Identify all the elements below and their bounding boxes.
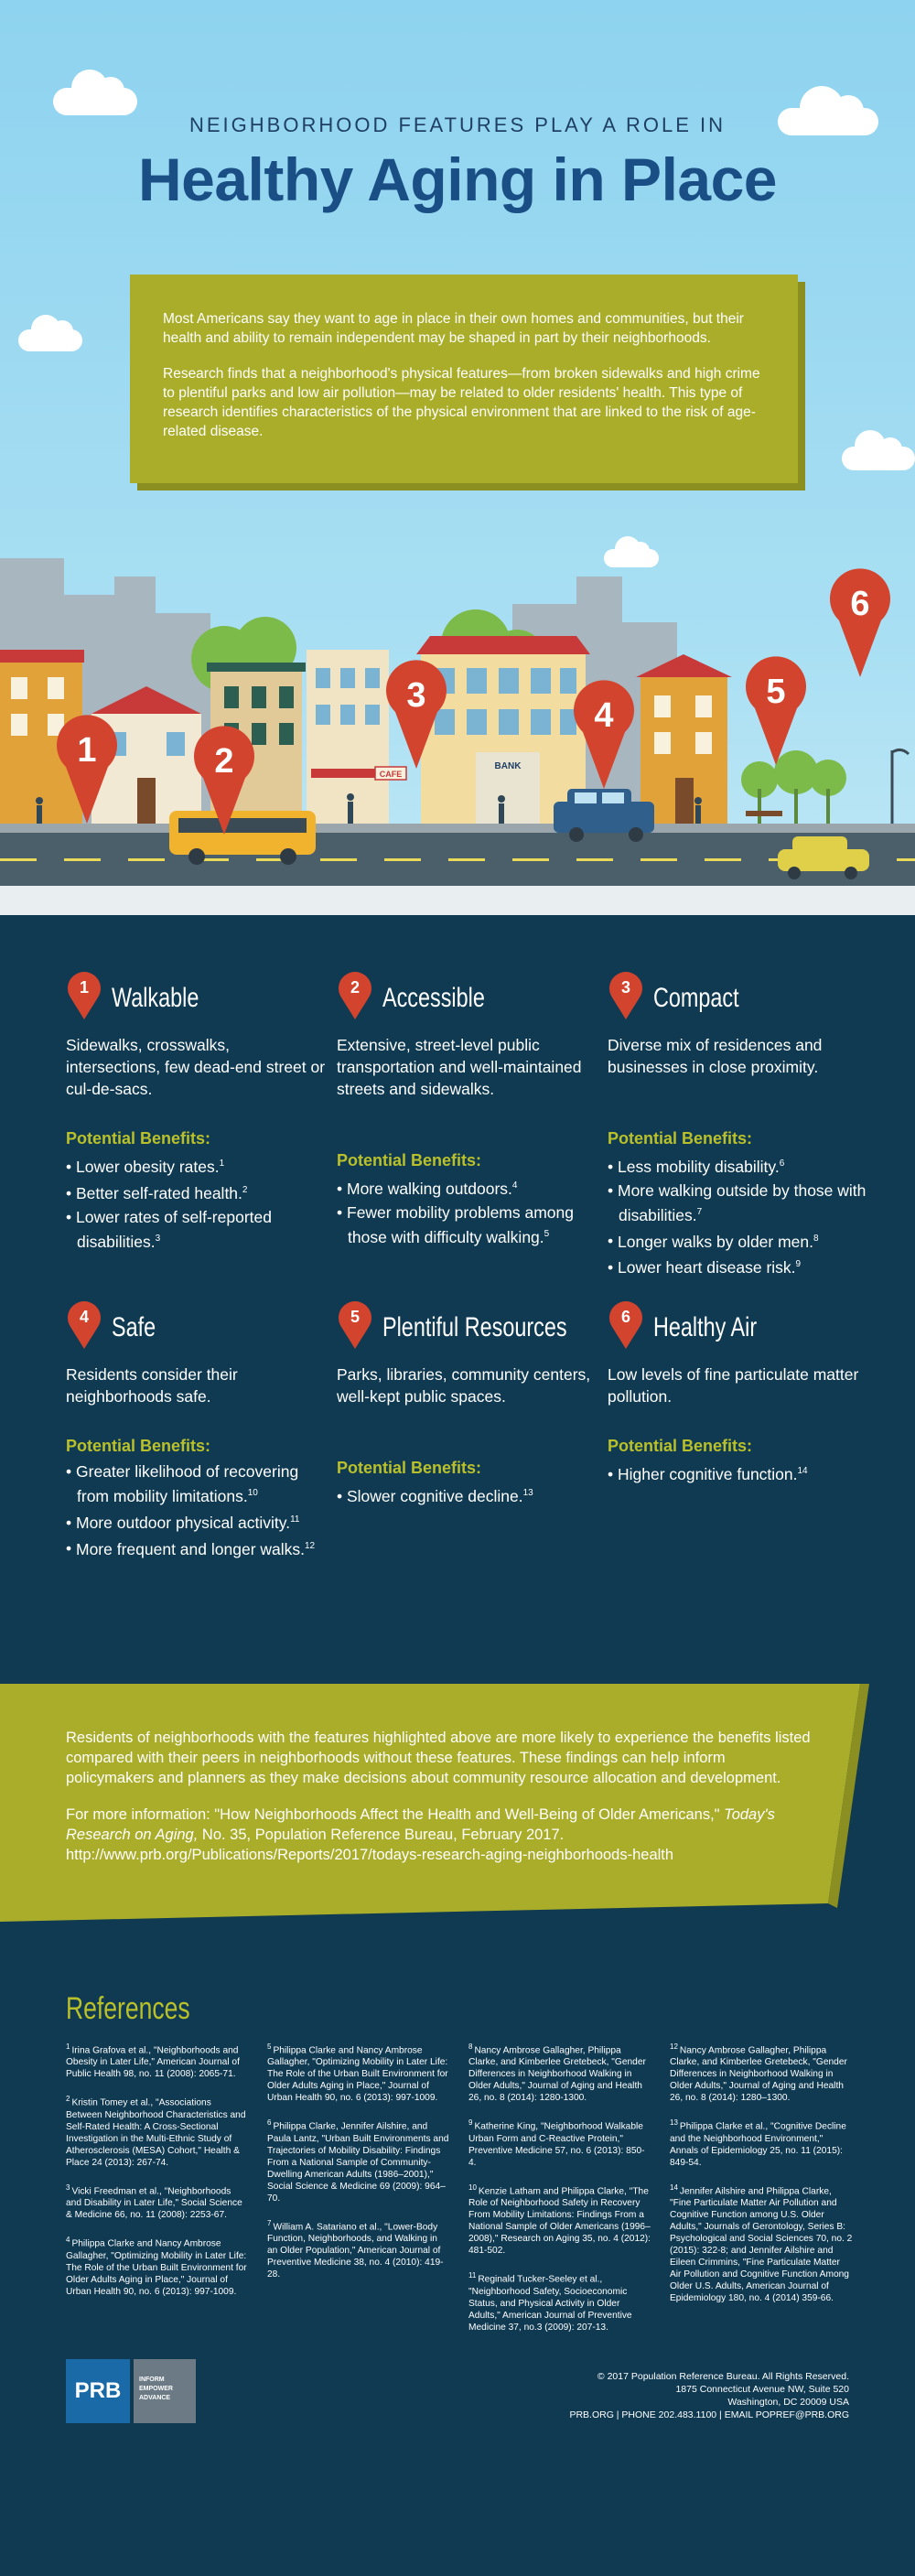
- bank-sign: BANK: [494, 761, 522, 771]
- map-pin-icon: 2: [337, 972, 373, 1019]
- reference-item: $^3$ Vicki Freedman et al., "Neighborhoods and Disability in Later Life," Social Science & Medicine 66, no. 11 (2008): 2253-67.: [66, 2183, 242, 2221]
- prb-logo[interactable]: [66, 2359, 194, 2423]
- page-subtitle: NEIGHBORHOOD FEATURES PLAY A ROLE IN: [188, 113, 726, 136]
- feature-description: Low levels of fine particulate matter pollution.: [608, 1365, 859, 1406]
- benefit-item: • More outdoor physical activity.$^{11}$: [66, 1509, 327, 1534]
- contact-line[interactable]: PRB.ORG | PHONE 202.483.1100 | EMAIL POPREF@PRB.ORG: [569, 2409, 849, 2420]
- feature-title: Safe: [112, 1312, 156, 1342]
- reference-item: $^6$ Philippa Clarke, Jennifer Ailshire, and Paula Lantz, "Urban Built Environments and Trajectories of Mobility Disability: Findings From a National Sample of Community-Dwelling American Adults (1986–2001)," Social Science & Medicine 69 (2009): 964–70.: [267, 2118, 449, 2204]
- feature-title: Healthy Air: [653, 1312, 758, 1342]
- benefits-label: Potential Benefits:: [608, 1437, 753, 1455]
- reference-item: $^8$ Nancy Ambrose Gallagher, Philippa Clarke, and Kimberlee Gretebeck, "Gender Differences in Neighborhood Walking in Older Adults," Journal of Aging and Health 26, no. 8 (2014): 1280-1300.: [468, 2042, 646, 2104]
- reference-item: $^{10}$ Kenzie Latham and Philippa Clarke, "The Role of Neighborhood Safety in Recovery From Mobility Limitations: Findings From a National Sample of Older Americans (1996–2008)," Research on Aging 35, no. 4 (2012): 481-502.: [468, 2183, 651, 2257]
- cafe-sign: CAFE: [379, 770, 403, 779]
- intro-box: [130, 275, 798, 483]
- reference-item: $^{13}$ Philippa Clarke et al., "Cognitive Decline and the Neighborhood Environment," Annals of Epidemiology 25, no. 11 (2015): 849-54.: [670, 2118, 846, 2168]
- benefits-list: [337, 1175, 597, 1250]
- map-pin-icon: 5: [337, 1301, 373, 1349]
- benefits-label: Potential Benefits:: [66, 1437, 211, 1455]
- benefit-item: • Lower rates of self-reported disabilities.$^3$: [66, 1206, 327, 1253]
- svg-text:2: 2: [214, 742, 234, 781]
- copyright-text: © 2017 Population Reference Bureau. All Rights Reserved.: [597, 2371, 849, 2382]
- map-pin-icon: 3: [608, 972, 644, 1019]
- benefit-item: • More walking outside by those with disabilities.$^7$: [608, 1180, 868, 1226]
- map-pin-icon: 4: [66, 1301, 102, 1349]
- benefit-item: • Higher cognitive function.$^{14}$: [608, 1460, 868, 1485]
- benefits-list: [66, 1460, 327, 1561]
- svg-text:1: 1: [77, 731, 97, 770]
- references-column-3: [468, 2041, 651, 2346]
- street-illustration: [0, 549, 915, 915]
- map-pin-5: [746, 656, 806, 765]
- benefits-label: Potential Benefits:: [337, 1151, 482, 1169]
- feature-description: Sidewalks, crosswalks, intersections, few dead-end street or cul-de-sacs.: [66, 1036, 326, 1098]
- benefits-list: [66, 1153, 327, 1254]
- map-pin-6: [830, 568, 890, 677]
- feature-title: Walkable: [112, 983, 199, 1013]
- benefit-item: • Lower heart disease risk.$^9$: [608, 1254, 868, 1278]
- reference-item: $^2$ Kristin Tomey et al., "Associations Between Neighborhood Characteristics and Self-Rated Health: A Cross-Sectional Investigation in the Multi-Ethnic Study of Atherosclerosis (MESA) Cohort," Health & Place 24 (2013): 267-74.: [66, 2095, 246, 2168]
- reference-item: $^1$ Irina Grafova et al., "Neighborhoods and Obesity in Later Life," American Journal of Public Health 98, no. 11 (2008): 2065-71.: [66, 2042, 240, 2080]
- references-column-1: [66, 2041, 249, 2311]
- benefit-item: • More frequent and longer walks.$^{12}$: [66, 1536, 327, 1560]
- reference-item: $^4$ Philippa Clarke and Nancy Ambrose Gallagher, "Optimizing Mobility in Later Life: The Role of the Urban Built Environment for Older Adults Aging in Place," Journal of Urban Health 90, no. 6 (2013): 997-1009.: [66, 2236, 247, 2297]
- feature-title: Accessible: [382, 983, 485, 1013]
- benefit-item: • More walking outdoors.$^4$: [337, 1175, 597, 1200]
- street-lamp: [892, 749, 909, 824]
- address-line-2: Washington, DC 20009 USA: [727, 2397, 849, 2408]
- cloud-icon: [842, 447, 915, 470]
- benefits-label: Potential Benefits:: [337, 1459, 482, 1477]
- feature-description: Diverse mix of residences and businesses in close proximity.: [608, 1036, 823, 1076]
- features-section: [0, 915, 915, 1684]
- feature-description: Parks, libraries, community centers, well-kept public spaces.: [337, 1365, 591, 1406]
- references-column-2: [267, 2041, 450, 2293]
- references-column-4: [670, 2041, 853, 2317]
- building-right: [636, 654, 732, 824]
- summary-band: [0, 1684, 915, 1922]
- map-pin-icon: 6: [608, 1301, 644, 1349]
- benefits-list: [337, 1482, 597, 1509]
- feature-description: Extensive, street-level public transportation and well-maintained streets and sidewalks.: [337, 1036, 582, 1098]
- svg-text:4: 4: [594, 696, 614, 735]
- reference-item: $^{12}$ Nancy Ambrose Gallagher, Philippa Clarke, and Kimberlee Gretebeck, "Gender Differences in Neighborhood Walking in Older Adults," Journal of Aging and Health 26, no. 8 (2014): 1280–1300.: [670, 2042, 847, 2104]
- benefit-item: • Longer walks by older men.$^8$: [608, 1228, 868, 1253]
- benefits-list: [608, 1460, 868, 1487]
- prb-tagline: INFORM EMPOWER ADVANCE: [134, 2359, 196, 2423]
- cloud-icon: [53, 88, 137, 115]
- bench: [746, 811, 782, 816]
- benefit-item: • Lower obesity rates.$^1$: [66, 1153, 327, 1178]
- intro-paragraph-1: Most Americans say they want to age in place in their own homes and communities, but their health and ability to remain independent may be shaped in part by their neighborhoods.: [163, 311, 744, 346]
- reference-item: $^7$ William A. Satariano et al., "Lower-Body Function, Neighborhoods, and Walking in an Older Population," American Journal of Preventive Medicine 38, no. 4 (2010): 419-28.: [267, 2218, 444, 2280]
- feature-title: Plentiful Resources: [382, 1312, 567, 1342]
- benefit-item: • Slower cognitive decline.$^{13}$: [337, 1482, 597, 1507]
- summary-paragraph: Residents of neighborhoods with the features highlighted above are more likely to experience the benefits listed compared with their peers in neighborhoods without these features. These findings can help inform policymakers and planners as they make decisions about community resource allocation and development.: [66, 1730, 811, 1786]
- feature-description: Residents consider their neighborhoods safe.: [66, 1365, 238, 1406]
- benefits-label: Potential Benefits:: [608, 1129, 753, 1148]
- reference-item: $^{11}$ Reginald Tucker-Seeley et al., "Neighborhood Safety, Socioeconomic Status, and Physical Activity in Older Adults," American Journal of Preventive Medicine 37, no.3 (2009): 207-13.: [468, 2271, 632, 2333]
- svg-text:3: 3: [406, 676, 426, 715]
- building-bank: [416, 636, 590, 824]
- intro-paragraph-2: Research finds that a neighborhood's physical features—from broken sidewalks and high crime to plentiful parks and low air pollution—may be related to older residents' health. This type of research identifies characteristics of the physical environment that are linked to the risk of age-related disease.: [163, 366, 760, 439]
- footer-info: [569, 2370, 849, 2421]
- svg-text:5: 5: [766, 673, 786, 711]
- svg-text:6: 6: [850, 585, 870, 623]
- benefit-item: • Better self-rated health.$^2$: [66, 1180, 327, 1204]
- references-section: [0, 1922, 915, 2576]
- reference-item: $^9$ Katherine King, "Neighborhood Walkable Urban Form and C-Reactive Protein," Preventive Medicine 57, no. 6 (2013): 850-4.: [468, 2118, 645, 2168]
- cloud-icon: [18, 329, 82, 351]
- benefit-item: • Less mobility disability.$^6$: [608, 1153, 868, 1178]
- feature-title: Compact: [653, 983, 739, 1013]
- page-title: Healthy Aging in Place: [137, 146, 778, 213]
- reference-item: $^5$ Philippa Clarke and Nancy Ambrose Gallagher, "Optimizing Mobility in Later Life: The Role of the Urban Built Environment for Older Adults Aging in Place," Journal of Urban Health 90, no. 6 (2013): 997-1009.: [267, 2042, 448, 2104]
- prb-logo-mark: PRB: [66, 2359, 130, 2423]
- benefit-item: • Greater likelihood of recovering from mobility limitations.$^{10}$: [66, 1460, 327, 1507]
- more-info-paragraph: For more information: "How Neighborhoods Affect the Health and Well-Being of Older Americans," Today's Research on Aging, No. 35, Population Reference Bureau, February 2017. http://www.prb.org/Publications/Reports/2017/todays-research-aging-neighborhoods-health: [66, 1806, 775, 1863]
- benefit-item: • Fewer mobility problems among those with difficulty walking.$^5$: [337, 1202, 597, 1248]
- address-line-1: 1875 Connecticut Avenue NW, Suite 520: [675, 2384, 849, 2395]
- benefits-list: [608, 1153, 868, 1280]
- map-pin-icon: 1: [66, 972, 102, 1019]
- reference-item: $^{14}$ Jennifer Ailshire and Philippa Clarke, "Fine Particulate Matter Air Pollution and Cognitive Function among U.S. Older Adults," Journals of Gerontology, Series B: Psychological and Social Sciences 70, no. 2 (2015): 322-8; and Jennifer Ailshire and Eileen Crimmins, "Fine Particulate Matter Air Pollution and Cognitive Function Among Older U.S. Adults, American Journal of Epidemiology 180, no. 4 (2014) 359-66.: [670, 2183, 853, 2304]
- references-heading: References: [66, 1991, 190, 2026]
- benefits-label: Potential Benefits:: [66, 1129, 211, 1148]
